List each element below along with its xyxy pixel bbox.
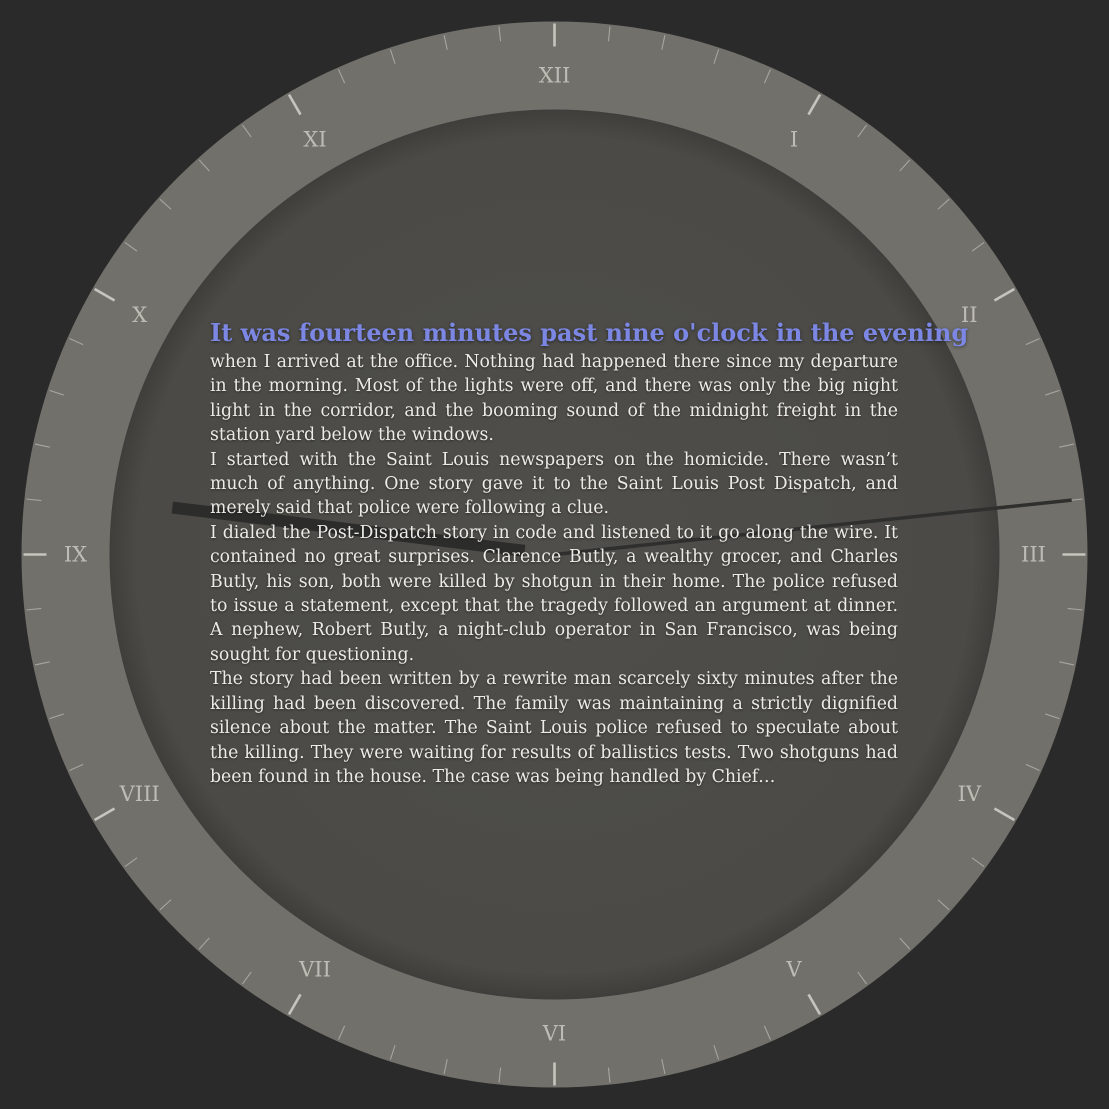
story-text	[210, 316, 969, 789]
hour-numeral: X	[132, 303, 148, 327]
hour-numeral: VI	[542, 1021, 567, 1046]
hour-numeral: VIII	[119, 782, 160, 806]
story-paragraph: I dialed the Post-Dispatch story in code and listened to it go along the wire. It contained no great surprises. Clarence Butly, a wealthy grocer, and Charles Butly, his son, both were killed by shotgun in their home. The police refused to issue a statement, except that the tragedy followed an argument at dinner. A nephew, Robert Butly, a night-club operator in San Francisco, was being sought for questioning.	[210, 522, 898, 665]
hour-numeral: II	[961, 303, 978, 327]
hour-numeral: XII	[538, 63, 571, 88]
story-headline: It was fourteen minutes past nine o'clock in the evening	[210, 318, 969, 347]
hour-numeral: IX	[63, 542, 88, 567]
hour-numeral: XI	[303, 127, 327, 152]
hour-numeral: VII	[299, 957, 331, 982]
story-paragraph: The story had been written by a rewrite man scarcely sixty minutes after the killing had been discovered. The family was maintaining a strictly dignified silence about the matter. The Saint Louis police refused to speculate about the killing. They were waiting for results of ballistics tests. Two shotguns had been found in the house. The case was being handled by Chief…	[210, 669, 898, 787]
hour-numeral: I	[789, 127, 799, 152]
hour-numeral: V	[786, 957, 802, 982]
hour-numeral: III	[1021, 542, 1046, 567]
hour-numeral: IV	[957, 782, 982, 806]
story-paragraph: I started with the Saint Louis newspapers on the homicide. There wasn’t much of anything. One story gave it to the Saint Louis Post Dispatch, and merely said that police were following a clue.	[210, 449, 898, 519]
story-paragraph: when I arrived at the office. Nothing had happened there since my departure in the morning. Most of the lights were off, and there was only the big night light in the corridor, and the booming sound of the midnight freight in the station yard below the windows.	[210, 352, 898, 446]
